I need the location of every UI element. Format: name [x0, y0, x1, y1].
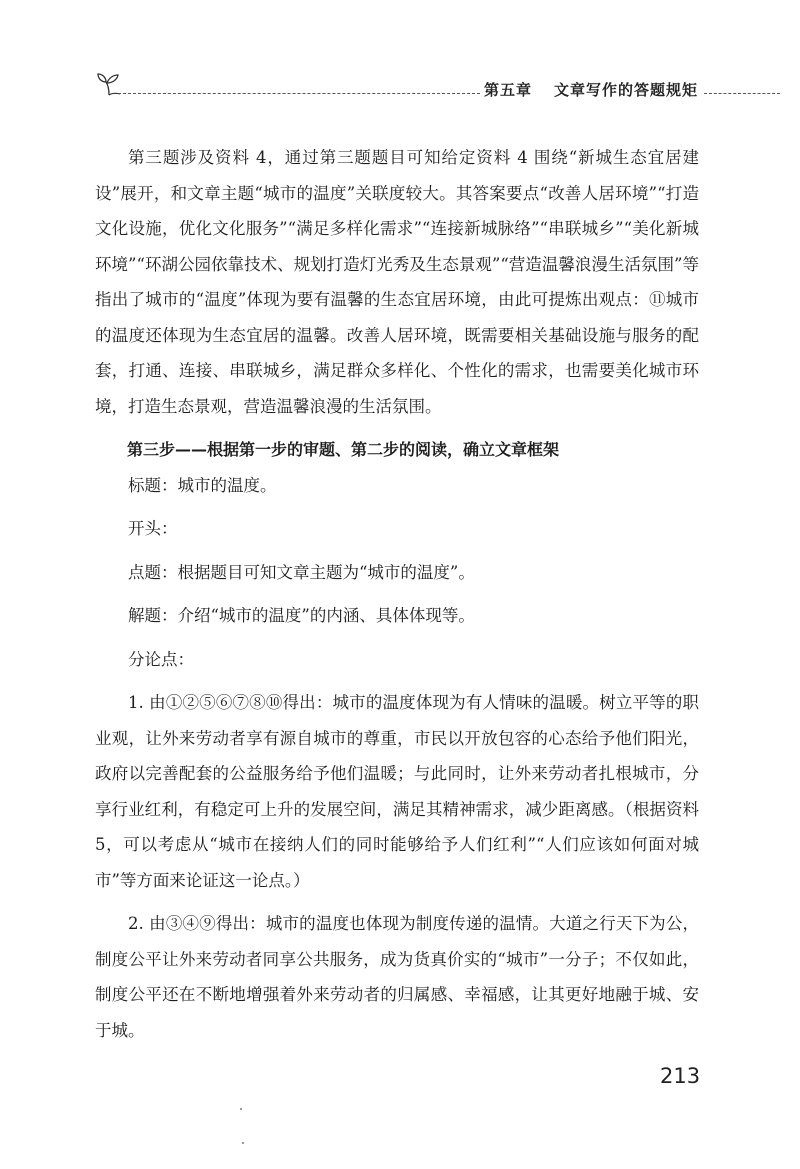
sprout-leaf-icon: [96, 69, 126, 99]
chapter-label: 第五章: [484, 81, 533, 99]
sub-point-1: 1. 由①②⑤⑥⑦⑧⑩得出：城市的温度体现为有人情味的温暖。树立平等的职业观，让外来劳动者享有源自城市的尊重，市民以开放包容的心态给予他们阳光，政府以完善配套的公益服务给予他们温暖；与此同时，让外来劳动者扎根城市，分享行业红利，有稳定可上升的发展空间，满足其精神需求，减少距离感。（根据资料 5，可以考虑从“城市在接纳人们的同时能够给予人们红利”“人们应该如何面对城市”等方面来论证这一论点。）: [95, 693, 699, 890]
outline-sub-points: 分论点：: [128, 649, 194, 669]
body-text: [95, 140, 699, 1048]
header-rule-left: [118, 93, 480, 94]
sub-point-2: 2. 由③④⑨得出：城市的温度也体现为制度传递的温情。大道之行天下为公，制度公平让外来劳动者同享公共服务，成为货真价实的“城市”一分子；不仅如此，制度公平还在不断地增强着外来劳动者的归属感、幸福感，让其更好地融于城、安于城。: [95, 914, 699, 1040]
outline-explain-topic: 解题：介绍“城市的温度”的内涵、具体体现等。: [128, 606, 475, 625]
outline-title: 标题：城市的温度。: [128, 475, 277, 495]
chapter-title: 文章写作的答题规矩: [554, 81, 699, 99]
scan-speck: [242, 1142, 244, 1144]
scan-speck: [240, 1108, 242, 1110]
running-header: [484, 79, 698, 101]
outline-point-topic: 点题：根据题目可知文章主题为“城市的温度”。: [128, 562, 475, 582]
header-rule-right: [704, 93, 780, 94]
page-number: 213: [660, 1064, 701, 1088]
paragraph-material-4: 第三题涉及资料 4，通过第三题题目可知给定资料 4 围绕“新城生态宜居建设”展开，和文章主题“城市的温度”关联度较大。其答案要点“改善人居环境”“打造文化设施，优化文化服务”“满足多样化需求”“连接新城脉络”“串联城乡”“美化新城环境”“环湖公园依靠技术、规划打造灯光秀及生态景观”“营造温馨浪漫生活氛围”等指出了城市的“温度”体现为要有温馨的生态宜居环境，由此可提炼出观点：⑪城市的温度还体现为生态宜居的温馨。改善人居环境，既需要相关基础设施与服务的配套，打通、连接、串联城乡，满足群众多样化、个性化的需求，也需要美化城市环境，打造生态景观，营造温馨浪漫的生活氛围。: [95, 148, 699, 416]
outline-opening: 开头：: [128, 519, 178, 538]
step-three-heading: 第三步——根据第一步的审题、第二步的阅读，确立文章框架: [127, 440, 560, 459]
